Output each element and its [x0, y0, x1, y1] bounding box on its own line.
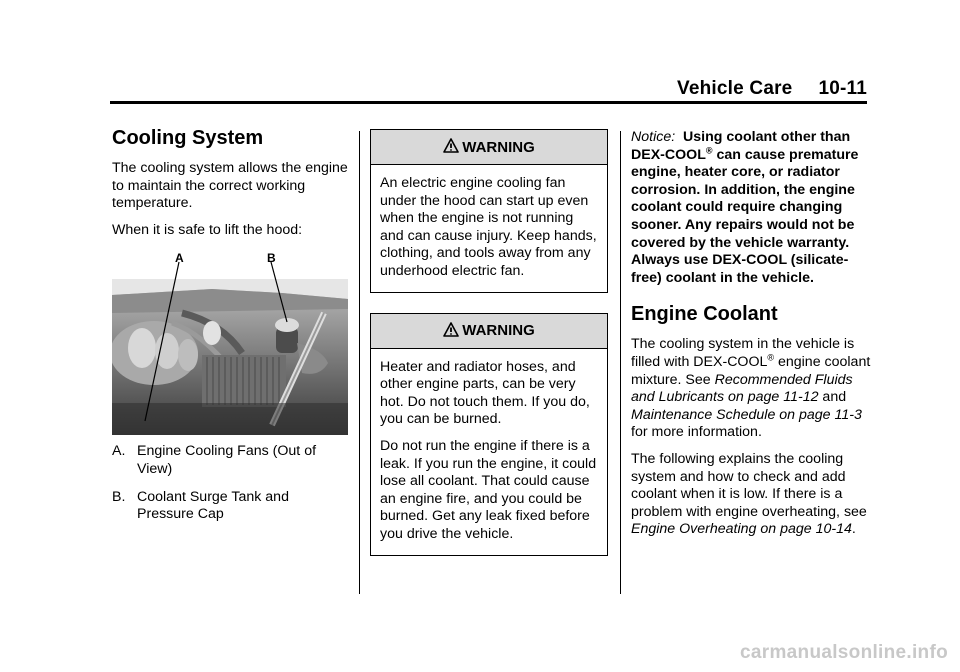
column-3 [631, 129, 871, 548]
cross-reference-link[interactable]: Engine Overheating on page 10-14 [631, 521, 852, 538]
engine-compartment-image [112, 253, 348, 435]
warning-title: WARNING [462, 322, 535, 340]
intro-paragraph: The cooling system allows the engine to maintain the correct working temperature. [112, 160, 348, 212]
warning-header [371, 130, 607, 165]
notice-paragraph: Notice: Using coolant other than DEX-COOL® can cause premature engine, heater core, or radiator corrosion. In addition, the engine coolant could require changing sooner. Any repairs would not be covered by the vehicle warranty. Always use DEX-COOL (silicate-free) coolant in the vehicle. [631, 129, 859, 286]
column-2 [370, 129, 608, 574]
callout-b: B [267, 253, 276, 266]
section-heading: Cooling System [112, 127, 264, 149]
list-item: A. Engine Cooling Fans (Out of View) [112, 443, 317, 477]
notice-label: Notice: [631, 129, 676, 145]
coolant-paragraph: The cooling system in the vehicle is filled with DEX-COOL® engine coolant mixture. See Recommended Fluids and Lubricants on page 11-12 and Maintenance Schedule on page 11-3 for more information. [631, 336, 871, 441]
warning-box [370, 129, 608, 293]
section-heading: Engine Coolant [631, 303, 778, 326]
warning-text: Heater and radiator hoses, and other engine parts, can be very hot. Do not touch them. If you do, you can be burned. [380, 358, 590, 428]
lift-hood-text: When it is safe to lift the hood: [112, 221, 303, 238]
column-1 [112, 125, 348, 534]
watermark: carmanualsonline.info [740, 642, 948, 663]
warning-icon [443, 322, 459, 338]
warning-text: An electric engine cooling fan under the hood can start up even when the engine is not running and can cause injury. Keep hands, clothing, and tools away from any underhood electric fan. [380, 175, 597, 279]
warning-title: WARNING [462, 138, 535, 156]
cross-reference-link[interactable]: Recommended Fluids and Lubricants on page 11-12 [631, 371, 853, 406]
warning-box [370, 313, 608, 556]
warning-header [371, 314, 607, 349]
cross-reference-link[interactable]: Maintenance Schedule on page 11-3 [631, 406, 862, 423]
column-divider [620, 131, 621, 594]
section-title: Vehicle Care [677, 78, 793, 99]
warning-text: Do not run the engine if there is a leak. If you run the engine, it could lose all coolant. That could cause an engine fire, and you could be burned. Get any leak fixed before you drive the vehicle. [380, 437, 597, 542]
coolant-paragraph: The following explains the cooling system and how to check and add coolant when it is low. If there is a problem with engine overheating, see Engine Overheating on page 10-14. [631, 450, 867, 538]
page-number: 10-11 [818, 78, 867, 99]
warning-icon [443, 138, 459, 154]
header-rule [110, 101, 867, 104]
list-item: B. Coolant Surge Tank and Pressure Cap [112, 488, 289, 523]
callout-a: A [175, 253, 184, 266]
column-divider [359, 131, 360, 594]
